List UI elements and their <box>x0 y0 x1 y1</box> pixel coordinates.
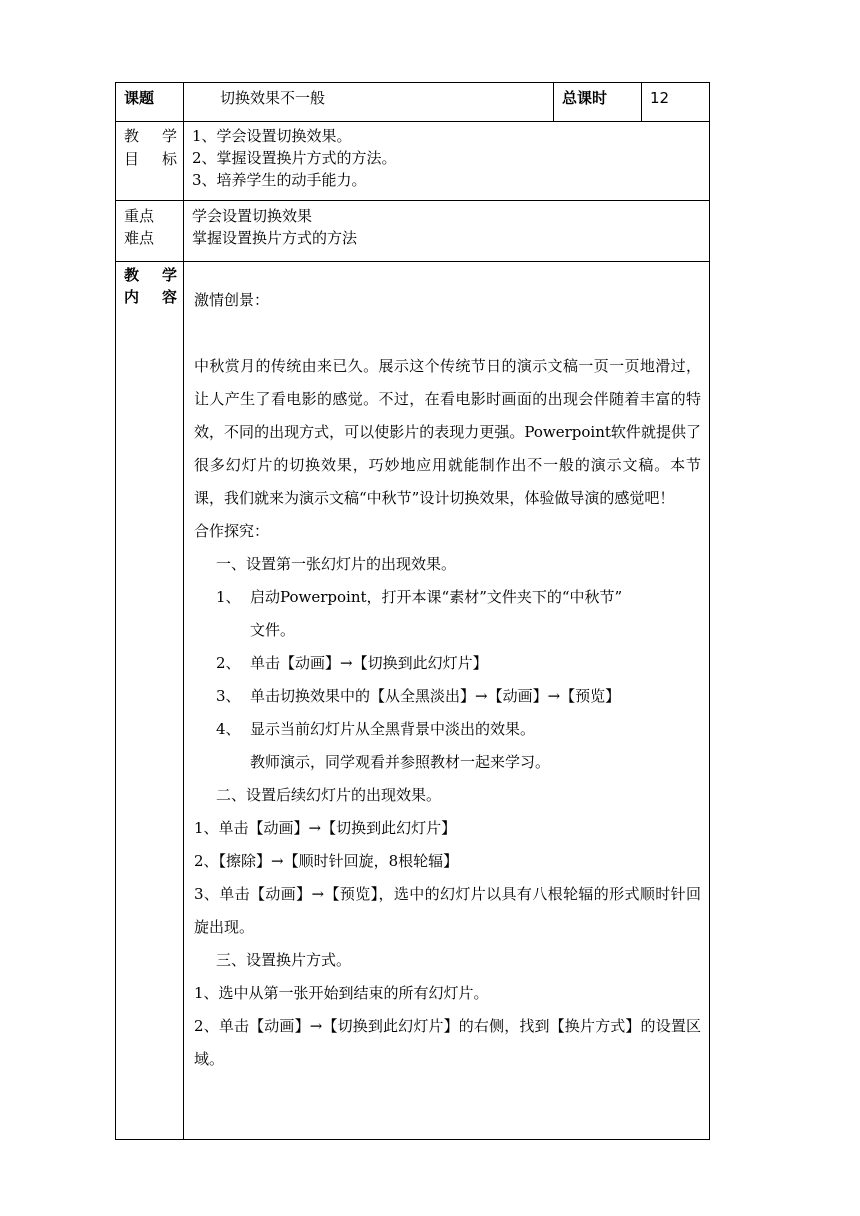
content-row <box>116 262 710 1140</box>
step-item: 4、 显示当前幻灯片从全黑背景中淡出的效果。 <box>216 720 536 738</box>
teacher-note: 教师演示，同学观看并参照教材一起来学习。 <box>250 753 551 771</box>
step-line: 1、单击【动画】→【切换到此幻灯片】 <box>194 819 457 837</box>
content-body <box>184 262 710 1140</box>
goal-item: 2、掌握设置换片方式的方法。 <box>192 149 397 167</box>
coop-heading: 合作探究： <box>194 522 270 540</box>
header-row <box>116 83 710 122</box>
keypoints-list <box>184 201 710 262</box>
step-item: 1、 启动Powerpoint，打开本课“素材”文件夹下的“中秋节” <box>216 588 623 606</box>
intro-heading: 激情创景： <box>194 291 270 309</box>
goals-label <box>116 122 184 201</box>
step-item: 3、 单击切换效果中的【从全黑淡出】→【动画】→【预览】 <box>216 687 621 705</box>
goals-row <box>116 122 710 201</box>
content-label <box>116 262 184 1140</box>
content-label-line-2: 内 容 <box>124 288 177 306</box>
topic-value: 切换效果不一般 <box>184 83 554 122</box>
keypoint-item: 学会设置切换效果 <box>192 207 313 225</box>
keypoints-row <box>116 201 710 262</box>
step-line: 1、选中从第一张开始到结束的所有幻灯片。 <box>194 984 489 1002</box>
content-label-line-1: 教 学 <box>124 266 177 284</box>
step-item: 2、 单击【动画】→【切换到此幻灯片】 <box>216 654 488 672</box>
section-title: 二、设置后续幻灯片的出现效果。 <box>216 786 442 804</box>
topic-label: 课题 <box>116 83 184 122</box>
lesson-plan-table <box>115 82 710 1140</box>
hours-label: 总课时 <box>554 83 642 122</box>
goals-label-line-2: 目 标 <box>124 150 177 168</box>
keypoints-label: 重点 难点 <box>116 201 184 262</box>
intro-text: 中秋赏月的传统由来已久。展示这个传统节日的演示文稿一页一页地滑过，让人产生了看电影的感觉。不过，在看电影时画面的出现会伴随着丰富的特效，不同的出现方式，可以使影片的表现力更强。Powerpoint软件就提供了很多幻灯片的切换效果，巧妙地应用就能制作出不一般的演示文稿。本节课，我们就来为演示文稿“中秋节”设计切换效果，体验做导演的感觉吧！ <box>194 357 701 507</box>
step-item: 文件。 <box>250 621 296 639</box>
step-line: 3、单击【动画】→【预览】，选中的幻灯片以具有八根轮辐的形式顺时针回旋出现。 <box>194 885 701 936</box>
goals-list <box>184 122 710 201</box>
goals-label-line-1: 教 学 <box>124 127 177 145</box>
step-line: 2、【擦除】→【顺时针回旋，8根轮辐】 <box>194 852 459 870</box>
section-title: 三、设置换片方式。 <box>216 951 352 969</box>
section-title: 一、设置第一张幻灯片的出现效果。 <box>216 555 457 573</box>
hours-value: 12 <box>642 83 710 122</box>
keypoint-item: 掌握设置换片方式的方法 <box>192 229 358 247</box>
step-line: 2、单击【动画】→【切换到此幻灯片】的右侧，找到【换片方式】的设置区域。 <box>194 1017 701 1068</box>
goal-item: 1、学会设置切换效果。 <box>192 127 352 145</box>
goal-item: 3、培养学生的动手能力。 <box>192 171 367 189</box>
